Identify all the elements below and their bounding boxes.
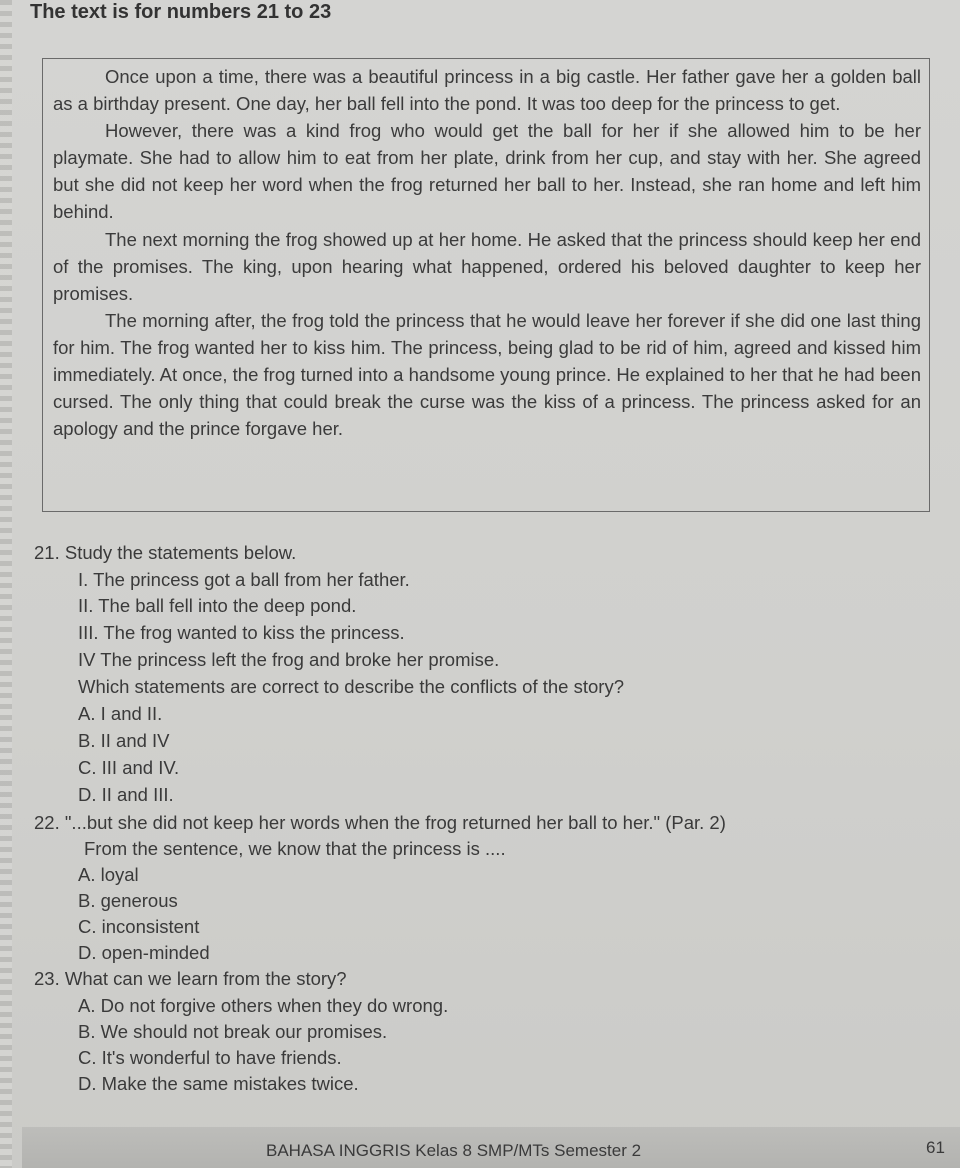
q23-option-b[interactable]: B. We should not break our promises.	[78, 1021, 388, 1042]
q22-option-c[interactable]: C. inconsistent	[78, 916, 200, 937]
q23-option-a[interactable]: A. Do not forgive others when they do wrong.	[78, 995, 449, 1016]
question-22-stem: 22. "...but she did not keep her words when the frog returned her ball to her." (Par. 2)	[34, 812, 726, 833]
story-paragraph-1: Once upon a time, there was a beautiful princess in a big castle. Her father gave her a golden ball as a birthday present. One day, her ball fell into the pond. It was too deep for the princess to get.	[53, 66, 921, 115]
q21-option-a[interactable]: A. I and II.	[78, 703, 163, 724]
q21-option-c[interactable]: C. III and IV.	[78, 757, 180, 778]
question-22-text: From the sentence, we know that the princess is ....	[84, 838, 506, 859]
statement-1: I. The princess got a ball from her father.	[78, 569, 410, 590]
story-box	[42, 58, 930, 512]
page-number: 61	[926, 1138, 945, 1157]
section-instruction: The text is for numbers 21 to 23	[30, 1, 332, 23]
spiral-binding	[0, 0, 12, 1168]
q22-option-d[interactable]: D. open-minded	[78, 942, 210, 963]
story-text	[53, 63, 921, 442]
q23-option-d[interactable]: D. Make the same mistakes twice.	[78, 1073, 359, 1094]
story-paragraph-3: The next morning the frog showed up at her home. He asked that the princess should keep her end of the promises. The king, upon hearing what happened, ordered his beloved daughter to keep her promises.	[53, 228, 921, 304]
question-21-text: Which statements are correct to describe the conflicts of the story?	[78, 676, 624, 697]
story-paragraph-2: However, there was a kind frog who would get the ball for her if she allowed him to be her playmate. She had to allow him to eat from her plate, drink from her cup, and stay with her. She agreed but she did not keep her word when the frog returned her ball to her. Instead, she ran home and left him behind.	[53, 120, 921, 223]
q22-option-a[interactable]: A. loyal	[78, 864, 139, 885]
story-paragraph-4: The morning after, the frog told the princess that he would leave her forever if she did one last thing for him. The frog wanted her to kiss him. The princess, being glad to be rid of him, agreed and kissed him immediately. At once, the frog turned into a handsome young prince. He explained to her that he had been cursed. The only thing that could break the curse was the kiss of a princess. The princess asked for an apology and the prince forgave her.	[53, 309, 921, 440]
question-23-stem: 23. What can we learn from the story?	[34, 968, 347, 989]
footer-book-title: BAHASA INGGRIS Kelas 8 SMP/MTs Semester 2	[266, 1141, 642, 1160]
statement-3: III. The frog wanted to kiss the princess.	[78, 622, 405, 643]
question-21-stem: 21. Study the statements below.	[34, 542, 297, 563]
statement-2: II. The ball fell into the deep pond.	[78, 595, 357, 616]
statement-4: IV The princess left the frog and broke her promise.	[78, 649, 500, 670]
q22-option-b[interactable]: B. generous	[78, 890, 178, 911]
q23-option-c[interactable]: C. It's wonderful to have friends.	[78, 1047, 342, 1068]
q21-option-b[interactable]: B. II and IV	[78, 730, 170, 751]
q21-option-d[interactable]: D. II and III.	[78, 784, 174, 805]
